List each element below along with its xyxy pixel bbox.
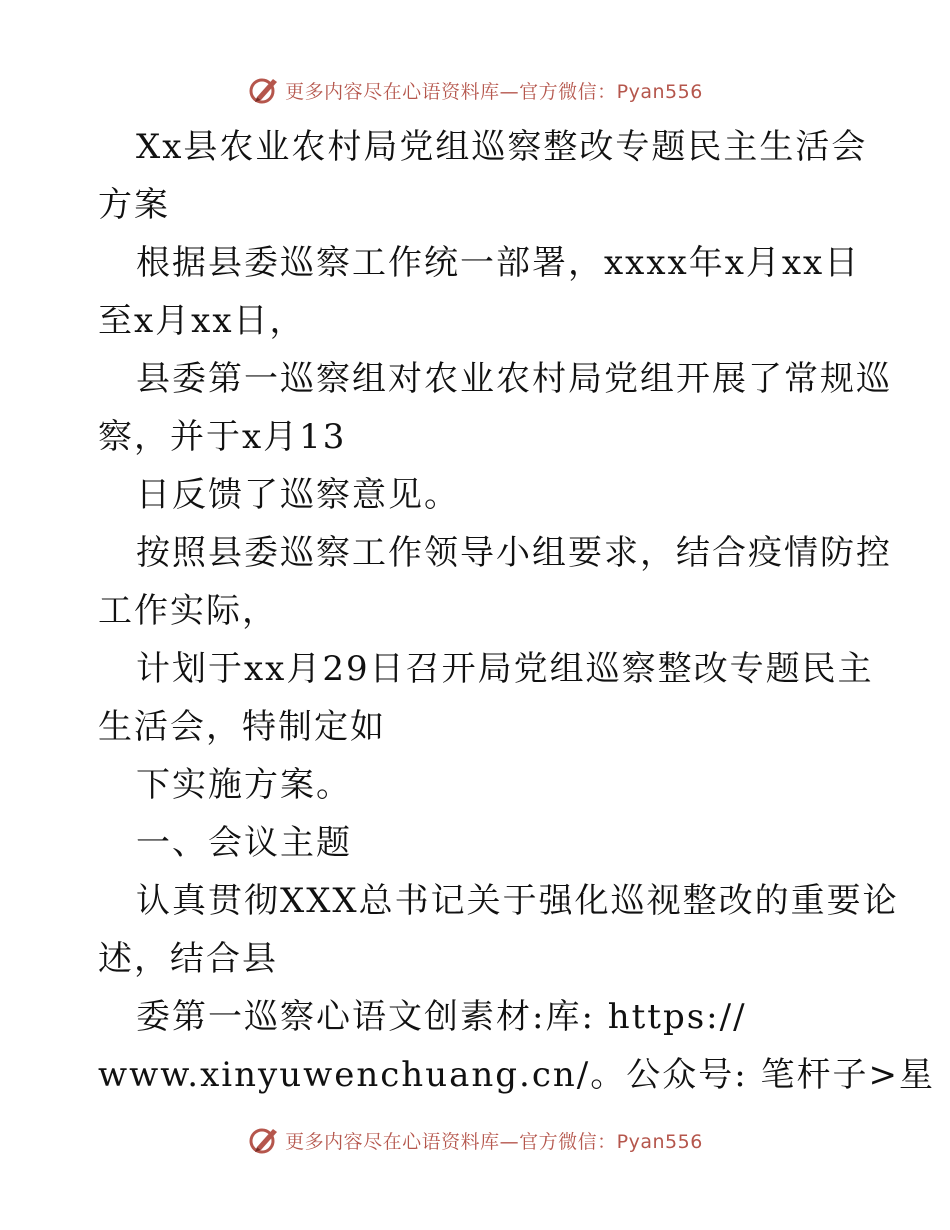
pen-circle-logo-icon xyxy=(247,1123,281,1157)
doc-line: 日反馈了巡察意见。 xyxy=(136,475,460,515)
doc-line: 察，并于x月13 xyxy=(98,417,347,457)
doc-line: 一、会议主题 xyxy=(136,823,352,863)
doc-line: 认真贯彻XXX总书记关于强化巡视整改的重要论 xyxy=(136,881,899,921)
doc-line: 计划于xx月29日召开局党组巡察整改专题民主 xyxy=(136,649,874,689)
header-watermark-banner xyxy=(0,70,950,110)
doc-line: 县委第一巡察组对农业农村局党组开展了常规巡 xyxy=(136,359,892,399)
doc-line: 根据县委巡察工作统一部署，xxxx年x月xx日 xyxy=(136,243,861,283)
doc-line: 述，结合县 xyxy=(98,939,278,979)
watermark-text: 更多内容尽在心语资料库—官方微信：Pyan556 xyxy=(285,1130,703,1153)
doc-line: 生活会，特制定如 xyxy=(98,707,386,747)
watermark-text: 更多内容尽在心语资料库—官方微信：Pyan556 xyxy=(285,80,703,103)
footer-watermark-banner xyxy=(0,1120,950,1160)
doc-line: 工作实际， xyxy=(98,591,278,631)
doc-line: 方案 xyxy=(98,185,170,225)
doc-line: 下实施方案。 xyxy=(136,765,352,805)
doc-line: www.xinyuwenchuang.cn/。公众号: 笔杆子>星 xyxy=(98,1055,935,1095)
doc-line: 按照县委巡察工作领导小组要求，结合疫情防控 xyxy=(136,533,892,573)
doc-line: 至x月xx日， xyxy=(98,301,306,341)
document-body xyxy=(98,118,935,1104)
doc-line: 委第一巡察心语文创素材:库: https:// xyxy=(136,997,747,1037)
doc-line: Xx县农业农村局党组巡察整改专题民主生活会 xyxy=(136,127,868,167)
pen-circle-logo-icon xyxy=(247,73,281,107)
